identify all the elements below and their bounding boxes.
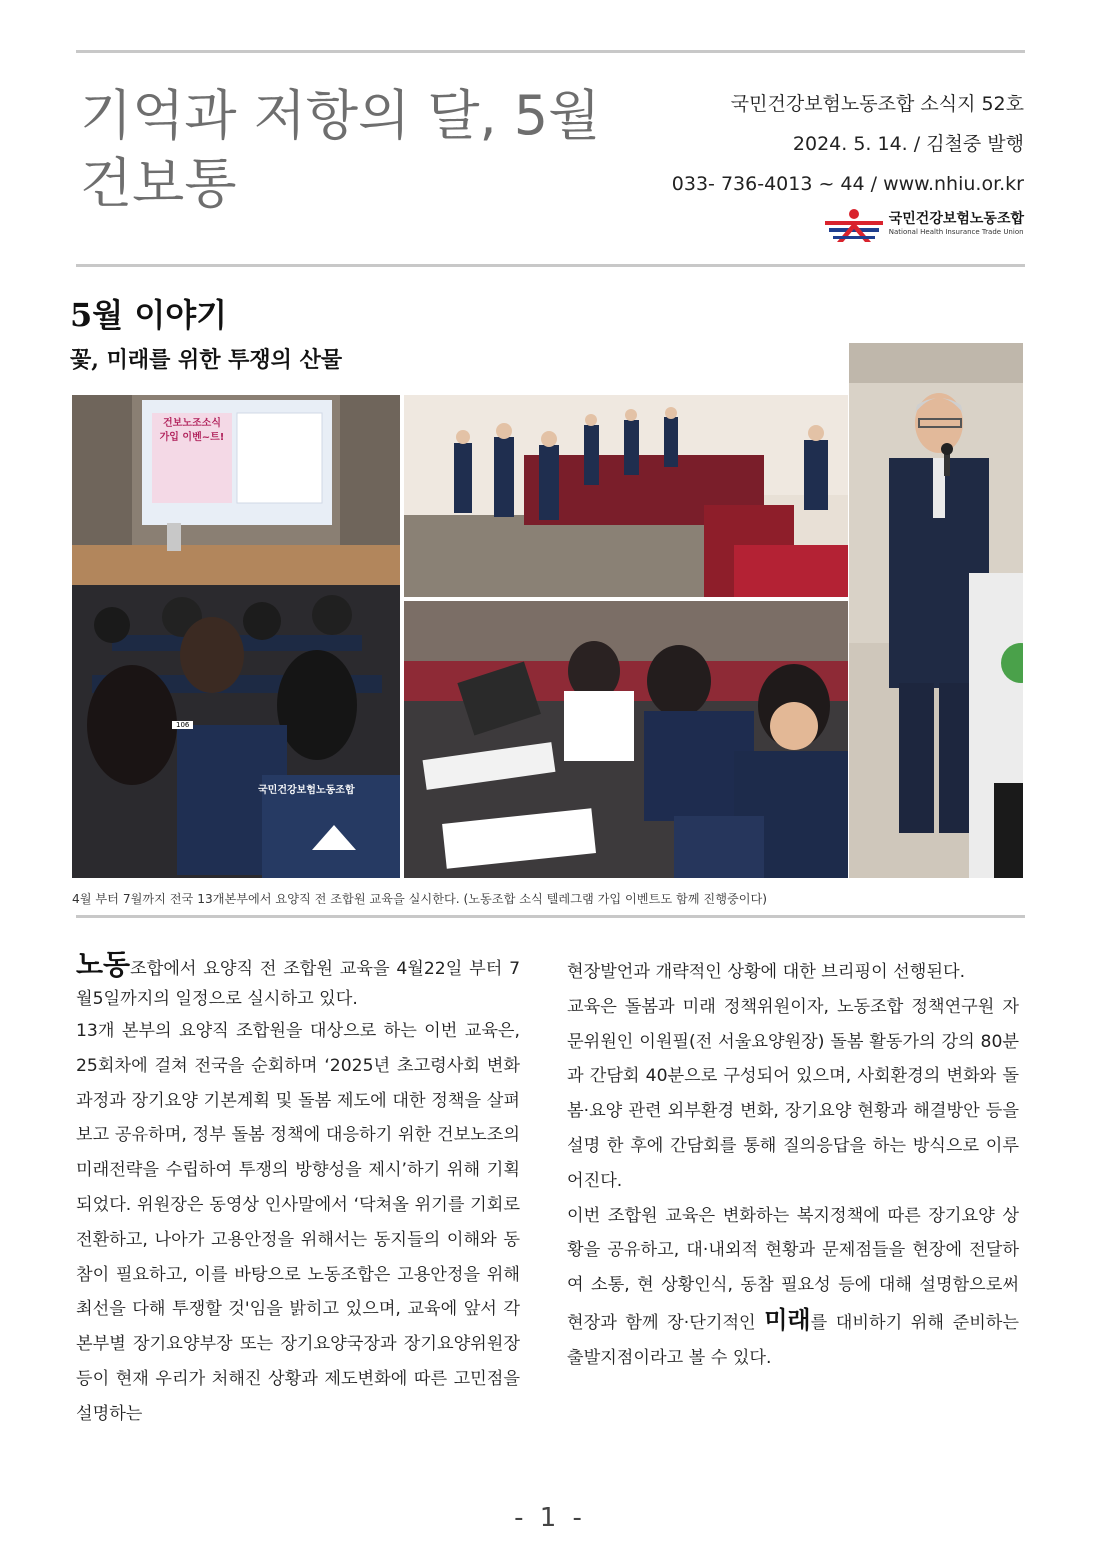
header-rule: [76, 264, 1025, 267]
slide-text: [152, 417, 232, 445]
logo-name-en: National Health Insurance Trade Union: [888, 228, 1024, 236]
page-number: - 1 -: [514, 1503, 586, 1533]
newsletter-title: [80, 82, 680, 218]
article-paragraph-3: 현장발언과 개략적인 상황에 대한 브리핑이 선행된다.: [567, 962, 966, 982]
article-paragraph-5: [567, 1199, 1019, 1376]
photo-lecture-hall-art: [72, 395, 400, 878]
article-paragraph-1: [76, 950, 520, 1014]
slide-title-2: 가입 이벤~트!: [159, 432, 225, 443]
photo-fist-raising: [404, 395, 848, 597]
caption-rule: [76, 915, 1025, 918]
union-emblem-icon: [823, 208, 885, 244]
issue-meta: [672, 84, 1024, 204]
paragraph-5-text-a: 이번 조합원 교육은 변화하는 복지정책에 따른 장기요양 상황을 공유하고, 대·내외적 현황과 문제점들을 현장에 전달하여 소통, 현 상황인식, 동참 필요성 등에 대해 설명함으로써 현장과 함께 장·단기적인: [567, 1205, 1019, 1333]
paragraph-1-text: 조합에서 요양직 전 조합원 교육을 4월22일 부터 7월5일까지의 일정으로 실시하고 있다.: [76, 959, 520, 1009]
photo-speaker: [849, 343, 1023, 878]
issue-number: 국민건강보험노동조합 소식지 52호: [730, 93, 1024, 115]
photo-caption: 4월 부터 7월까지 전국 13개본부에서 요양직 전 조합원 교육을 실시한다. (노동조합 소식 텔레그램 가입 이벤트도 함께 진행중이다): [72, 892, 768, 906]
photo-speaker-art: [849, 343, 1023, 878]
section-subtitle: 꽃, 미래를 위한 투쟁의 산물: [70, 347, 343, 373]
article-paragraph-4: 교육은 돌봄과 미래 정책위원이자, 노동조합 정책연구원 자문위원인 이원필(전 서울요양원장) 돌봄 활동가의 강의 80분과 간담회 40분으로 구성되어 있으며, 사회환경의 변화와 돌봄·요양 관련 외부환경 변화, 장기요양 현황과 해결방안 등을 설명 한 후에 간담회를 통해 질의응답을 하는 방식으로 이루어진다.: [567, 996, 1019, 1191]
top-rule: [76, 50, 1025, 53]
issue-date-publisher: 2024. 5. 14. / 김철중 발행: [792, 133, 1024, 155]
logo-name-kr: 국민건강보험노동조합: [888, 211, 1024, 227]
title-line-2: 건보통: [80, 152, 237, 215]
photo-audience-seated-art: [404, 601, 848, 878]
paragraph-5-text-b: 를 대비하기 위해 준비하는 출발지점이라고 볼 수 있다.: [567, 1312, 1020, 1368]
dropcap: 노동: [76, 948, 131, 981]
article-column-right: [567, 955, 1019, 1376]
photo-lecture-hall: [72, 395, 400, 878]
emphasis-word: 미래: [764, 1305, 811, 1334]
union-logo: [823, 208, 1024, 244]
article-paragraph-2: 13개 본부의 요양직 조합원을 대상으로 하는 이번 교육은, 25회차에 걸쳐 전국을 순회하며 ‘2025년 초고령사회 변화과정과 장기요양 기본계획 및 돌봄 제도에 대한 정책을 살펴보고 공유하며, 정부 돌봄 정책에 대응하기 위한 건보노조의 미래전략을 수립하여 투쟁의 방향성을 제시’하기 위해 기획되었다. 위원장은 동영상 인사말에서 ‘닥쳐올 위기를 기회로 전환하고, 나아가 고용안정을 위해서는 동지들의 이해와 동참이 필요하고, 이를 바탕으로 노동조합은 고용안정을 위해 최선을 다해 투쟁할 것'임을 밝히고 있으며, 교육에 앞서 각 본부별 장기요양부장 또는 장기요양국장과 장기요양위원장 등이 현재 우리가 처해진 상황과 제도변화에 따른 고민점을 설명하는: [76, 1021, 520, 1424]
section-title: 5월 이야기: [70, 296, 228, 334]
article-column-left: [76, 950, 520, 1432]
contact-info: 033- 736-4013 ~ 44 / www.nhiu.or.kr: [671, 173, 1024, 195]
photo-fist-raising-art: [404, 395, 848, 597]
vest-print-text: 국민건강보험노동조합: [258, 785, 355, 796]
photo-audience-seated: [404, 601, 848, 878]
seat-number-label: 106: [172, 721, 193, 729]
slide-title-1: 건보노조소식: [163, 418, 221, 429]
title-line-1: 기억과 저항의 달, 5월: [80, 84, 601, 147]
